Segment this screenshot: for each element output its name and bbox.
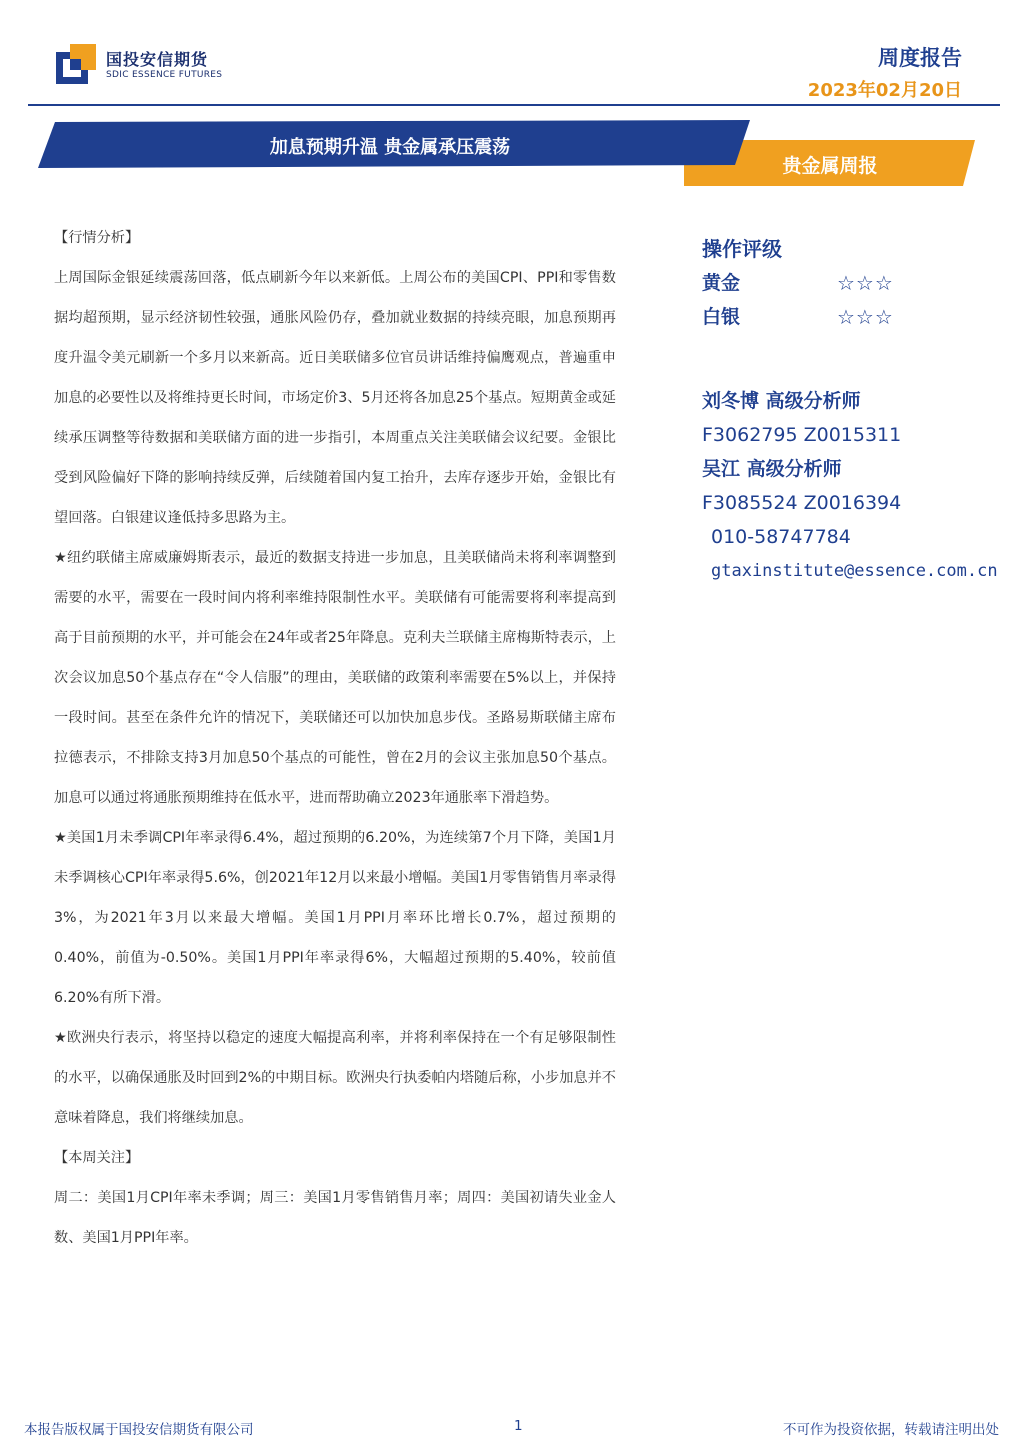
analyst-license: F3062795 Z0015311 (702, 424, 902, 446)
logo-text-en: SDIC ESSENCE FUTURES (106, 70, 223, 80)
report-category: 贵金属周报 (782, 155, 878, 177)
header-divider (28, 104, 1000, 106)
rating-name: 黄金 (702, 272, 741, 294)
star-rating-icon: ☆☆☆ (837, 305, 894, 329)
body-paragraph: 周二：美国1月CPI年率未季调；周三：美国1月零售销售月率；周四：美国初请失业金人数、美国1月PPI年率。 (54, 1190, 616, 1246)
company-logo (56, 42, 296, 92)
section-heading: 【本周关注】 (54, 1150, 140, 1166)
analyst-name: 吴江 高级分析师 (702, 458, 842, 480)
page-number: 1 (514, 1418, 523, 1434)
section-heading: 【行情分析】 (54, 230, 140, 246)
star-rating-icon: ☆☆☆ (837, 271, 894, 295)
body-paragraph: ★纽约联储主席威廉姆斯表示，最近的数据支持进一步加息，且美联储尚未将利率调整到需要的水平，需要在一段时间内将利率维持限制性水平。美联储有可能需要将利率提高到高于目前预期的水平，并可能会在24年或者25年降息。克利夫兰联储主席梅斯特表示，上次会议加息50个基点存在“令人信服”的理由，美联储的政策利率需要在5%以上，并保持一段时间。甚至在条件允许的情况下，美联储还可以加快加息步伐。圣路易斯联储主席布拉德表示，不排除支持3月加息50个基点的可能性，曾在2月的会议主张加息50个基点。加息可以通过将通胀预期维持在低水平，进而帮助确立2023年通胀率下滑趋势。 (54, 550, 616, 806)
body-paragraph: ★美国1月未季调CPI年率录得6.4%，超过预期的6.20%，为连续第7个月下降，美国1月未季调核心CPI年率录得5.6%，创2021年12月以来最小增幅。美国1月零售销售月率录得3%，为2021年3月以来最大增幅。美国1月PPI月率环比增长0.7%，超过预期的0.40%，前值为-0.50%。美国1月PPI年率录得6%，大幅超过预期的5.40%，较前值6.20%有所下滑。 (54, 830, 616, 1006)
report-type: 周度报告 (878, 46, 962, 70)
analyst-info (702, 384, 1022, 588)
report-title: 加息预期升温 贵金属承压震荡 (269, 137, 511, 158)
body-paragraph: ★欧洲央行表示，将坚持以稳定的速度大幅提高利率，并将利率保持在一个有足够限制性的水平，以确保通胀及时回到2%的中期目标。欧洲央行执委帕内塔随后称，小步加息并不意味着降息，我们将继续加息。 (54, 1030, 616, 1126)
report-date: 2023年02月20日 (807, 80, 962, 101)
rating-row-silver (702, 300, 1022, 334)
rating-name: 白银 (702, 306, 741, 328)
analyst-name: 刘冬博 高级分析师 (702, 390, 861, 412)
copyright-notice: 本报告版权属于国投安信期货有限公司 (24, 1422, 254, 1438)
logo-text-cn: 国投安信期货 (106, 50, 209, 69)
analyst-license: F3085524 Z0016394 (702, 492, 902, 514)
page-footer (24, 1418, 999, 1440)
rating-title: 操作评级 (702, 237, 782, 261)
logo-mark-icon (56, 44, 96, 84)
disclaimer: 不可作为投资依据，转载请注明出处 (783, 1422, 999, 1438)
market-analysis (54, 218, 616, 1258)
body-paragraph: 上周国际金银延续震荡回落，低点刷新今年以来新低。上周公布的美国CPI、PPI和零售数据均超预期，显示经济韧性较强，通胀风险仍存，叠加就业数据的持续亮眼，加息预期再度升温令美元刷新一个多月以来新高。近日美联储多位官员讲话维持偏鹰观点，普遍重申加息的必要性以及将维持更长时间，市场定价3、5月还将各加息25个基点。短期黄金或延续承压调整等待数据和美联储方面的进一步指引，本周重点关注美联储会议纪要。金银比受到风险偏好下降的影响持续反弹，后续随着国内复工抬升，去库存逐步开始，金银比有望回落。白银建议逢低持多思路为主。 (54, 270, 616, 526)
sidebar (702, 232, 1022, 588)
contact-phone: 010-58747784 (711, 526, 851, 548)
contact-email[interactable]: gtaxinstitute@essence.com.cn (711, 561, 998, 581)
rating-row-gold (702, 266, 1022, 300)
